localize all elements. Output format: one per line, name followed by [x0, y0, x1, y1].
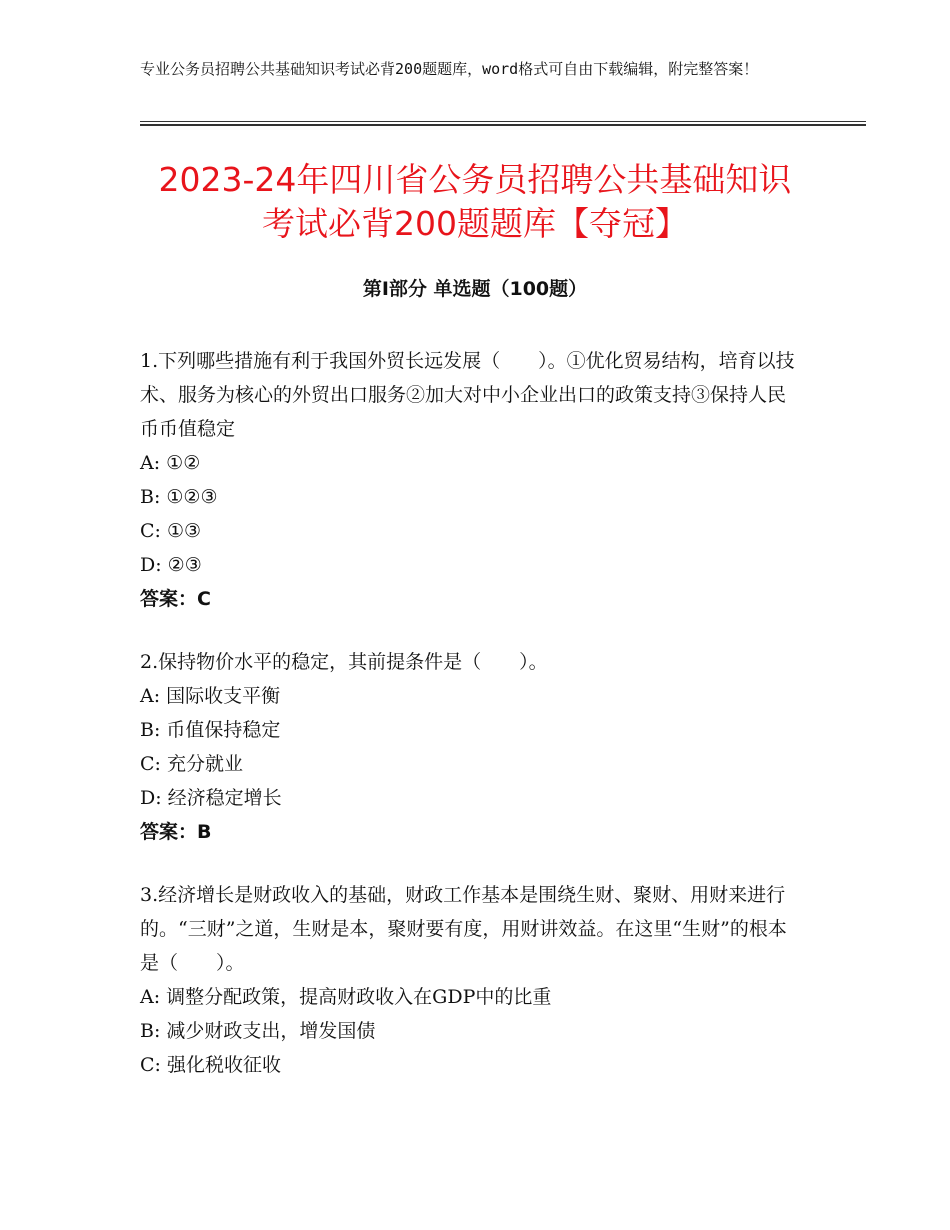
option-d: D: ②③ [140, 554, 202, 576]
question-list [140, 344, 800, 1111]
header-divider-thin [140, 121, 866, 122]
option-c: C: 充分就业 [140, 753, 243, 775]
option-c: C: 强化税收征收 [140, 1054, 281, 1076]
header-divider-thick [140, 124, 866, 126]
question-text: 2.保持物价水平的稳定，其前提条件是（ ）。 [140, 651, 548, 673]
question-1 [140, 344, 800, 616]
option-c: C: ①③ [140, 520, 202, 542]
question-text: 3.经济增长是财政收入的基础，财政工作基本是围绕生财、聚财、用财来进行的。“三财”之道，生财是本，聚财要有度，用财讲效益。在这里“生财”的根本是（ ）。 [140, 884, 787, 974]
option-a: A: ①② [140, 452, 201, 474]
option-b: B: 减少财政支出，增发国债 [140, 1020, 376, 1042]
question-2 [140, 645, 800, 849]
option-a: A: 国际收支平衡 [140, 685, 281, 707]
title-line-1: 2023-24年四川省公务员招聘公共基础知识 [158, 160, 792, 199]
question-3 [140, 878, 800, 1082]
question-text: 1.下列哪些措施有利于我国外贸长远发展（ ）。①优化贸易结构，培育以技术、服务为核心的外贸出口服务②加大对中小企业出口的政策支持③保持人民币币值稳定 [140, 350, 795, 440]
option-a: A: 调整分配政策，提高财政收入在GDP中的比重 [140, 986, 552, 1008]
option-b: B: 币值保持稳定 [140, 719, 281, 741]
title-line-2: 考试必背200题题库【夺冠】 [262, 204, 688, 243]
section-heading: 第Ⅰ部分 单选题（100题） [362, 278, 588, 300]
answer: 答案：C [140, 588, 211, 610]
option-d: D: 经济稳定增长 [140, 787, 282, 809]
header-note: 专业公务员招聘公共基础知识考试必背200题题库，word格式可自由下载编辑，附完整答案！ [140, 60, 759, 78]
answer: 答案：B [140, 821, 212, 843]
option-b: B: ①②③ [140, 486, 218, 508]
document-title [110, 158, 840, 246]
